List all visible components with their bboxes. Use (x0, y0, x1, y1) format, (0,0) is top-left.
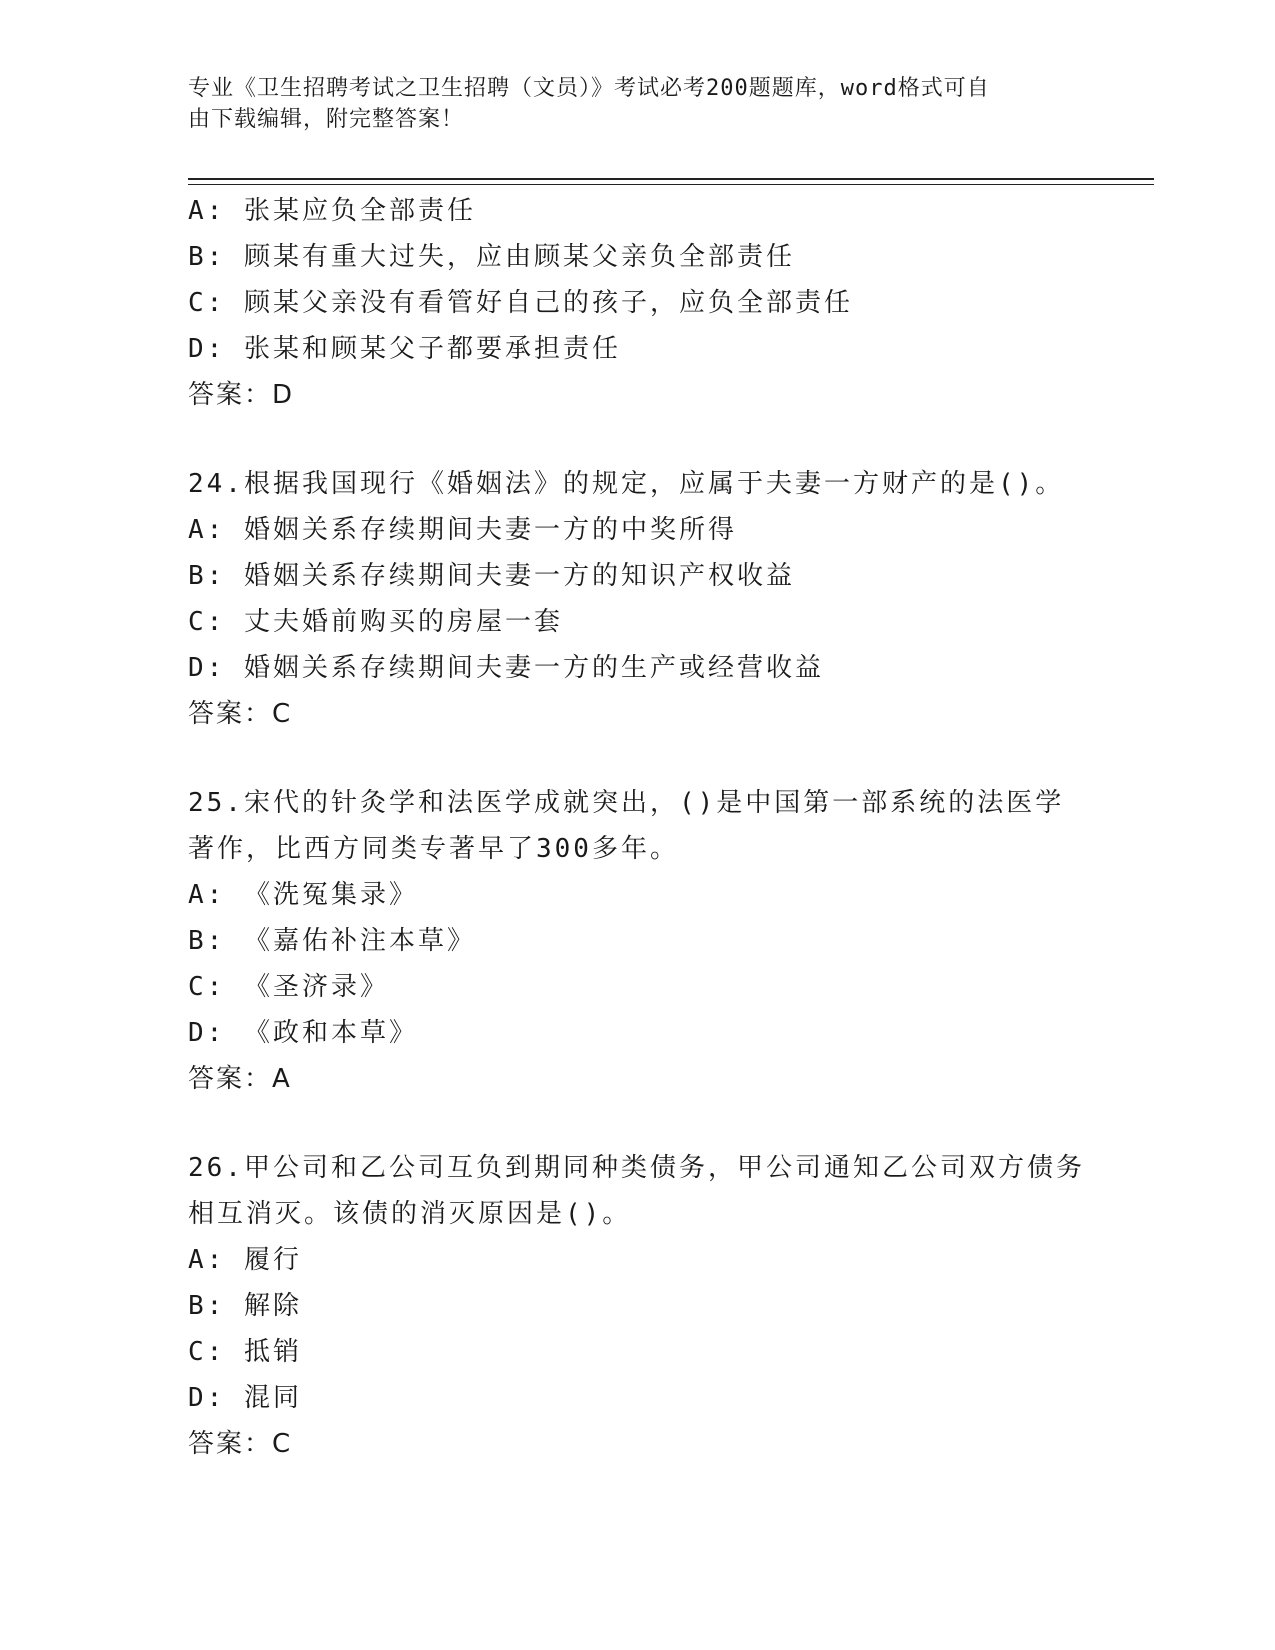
question-24 (188, 461, 1088, 737)
option-c: C: 丈夫婚前购买的房屋一套 (188, 607, 563, 637)
question-26 (188, 1145, 1088, 1467)
header-divider-thick (188, 178, 1154, 180)
spacer (188, 737, 1088, 780)
option-c: C: 顾某父亲没有看管好自己的孩子，应负全部责任 (188, 288, 853, 318)
option-a: A: 《洗冤集录》 (188, 880, 418, 910)
option-d: D: 婚姻关系存续期间夫妻一方的生产或经营收益 (188, 653, 824, 683)
option-d: D: 《政和本草》 (188, 1018, 418, 1048)
option-b: B: 《嘉佑补注本草》 (188, 926, 476, 956)
option-d: D: 混同 (188, 1383, 302, 1413)
question-25 (188, 780, 1088, 1102)
question-stem: 25.宋代的针灸学和法医学成就突出，()是中国第一部系统的法医学著作，比西方同类专著早了300多年。 (188, 788, 1065, 864)
header-line-1: 专业《卫生招聘考试之卫生招聘（文员）》考试必考200题题库，word格式可自 (188, 76, 990, 101)
option-a: A: 张某应负全部责任 (188, 196, 476, 226)
header-divider-thin (188, 184, 1154, 185)
question-stem: 26.甲公司和乙公司互负到期同种类债务，甲公司通知乙公司双方债务相互消灭。该债的消灭原因是()。 (188, 1153, 1085, 1229)
header-line-2: 由下载编辑，附完整答案！ (188, 107, 465, 132)
option-b: B: 顾某有重大过失，应由顾某父亲负全部责任 (188, 242, 795, 272)
option-b: B: 解除 (188, 1291, 302, 1321)
option-b: B: 婚姻关系存续期间夫妻一方的知识产权收益 (188, 561, 795, 591)
spacer (188, 1102, 1088, 1145)
option-c: C: 《圣济录》 (188, 972, 389, 1002)
option-c: C: 抵销 (188, 1337, 302, 1367)
option-a: A: 婚姻关系存续期间夫妻一方的中奖所得 (188, 515, 737, 545)
document-header (188, 73, 1068, 135)
answer: 答案：D (188, 380, 295, 410)
question-list (188, 188, 1088, 1467)
option-d: D: 张某和顾某父子都要承担责任 (188, 334, 621, 364)
answer: 答案：A (188, 1064, 292, 1094)
question-23-continued (188, 188, 1088, 418)
spacer (188, 418, 1088, 461)
answer: 答案：C (188, 699, 293, 729)
option-a: A: 履行 (188, 1245, 302, 1275)
question-stem: 24.根据我国现行《婚姻法》的规定，应属于夫妻一方财产的是()。 (188, 469, 1065, 499)
answer: 答案：C (188, 1429, 293, 1459)
